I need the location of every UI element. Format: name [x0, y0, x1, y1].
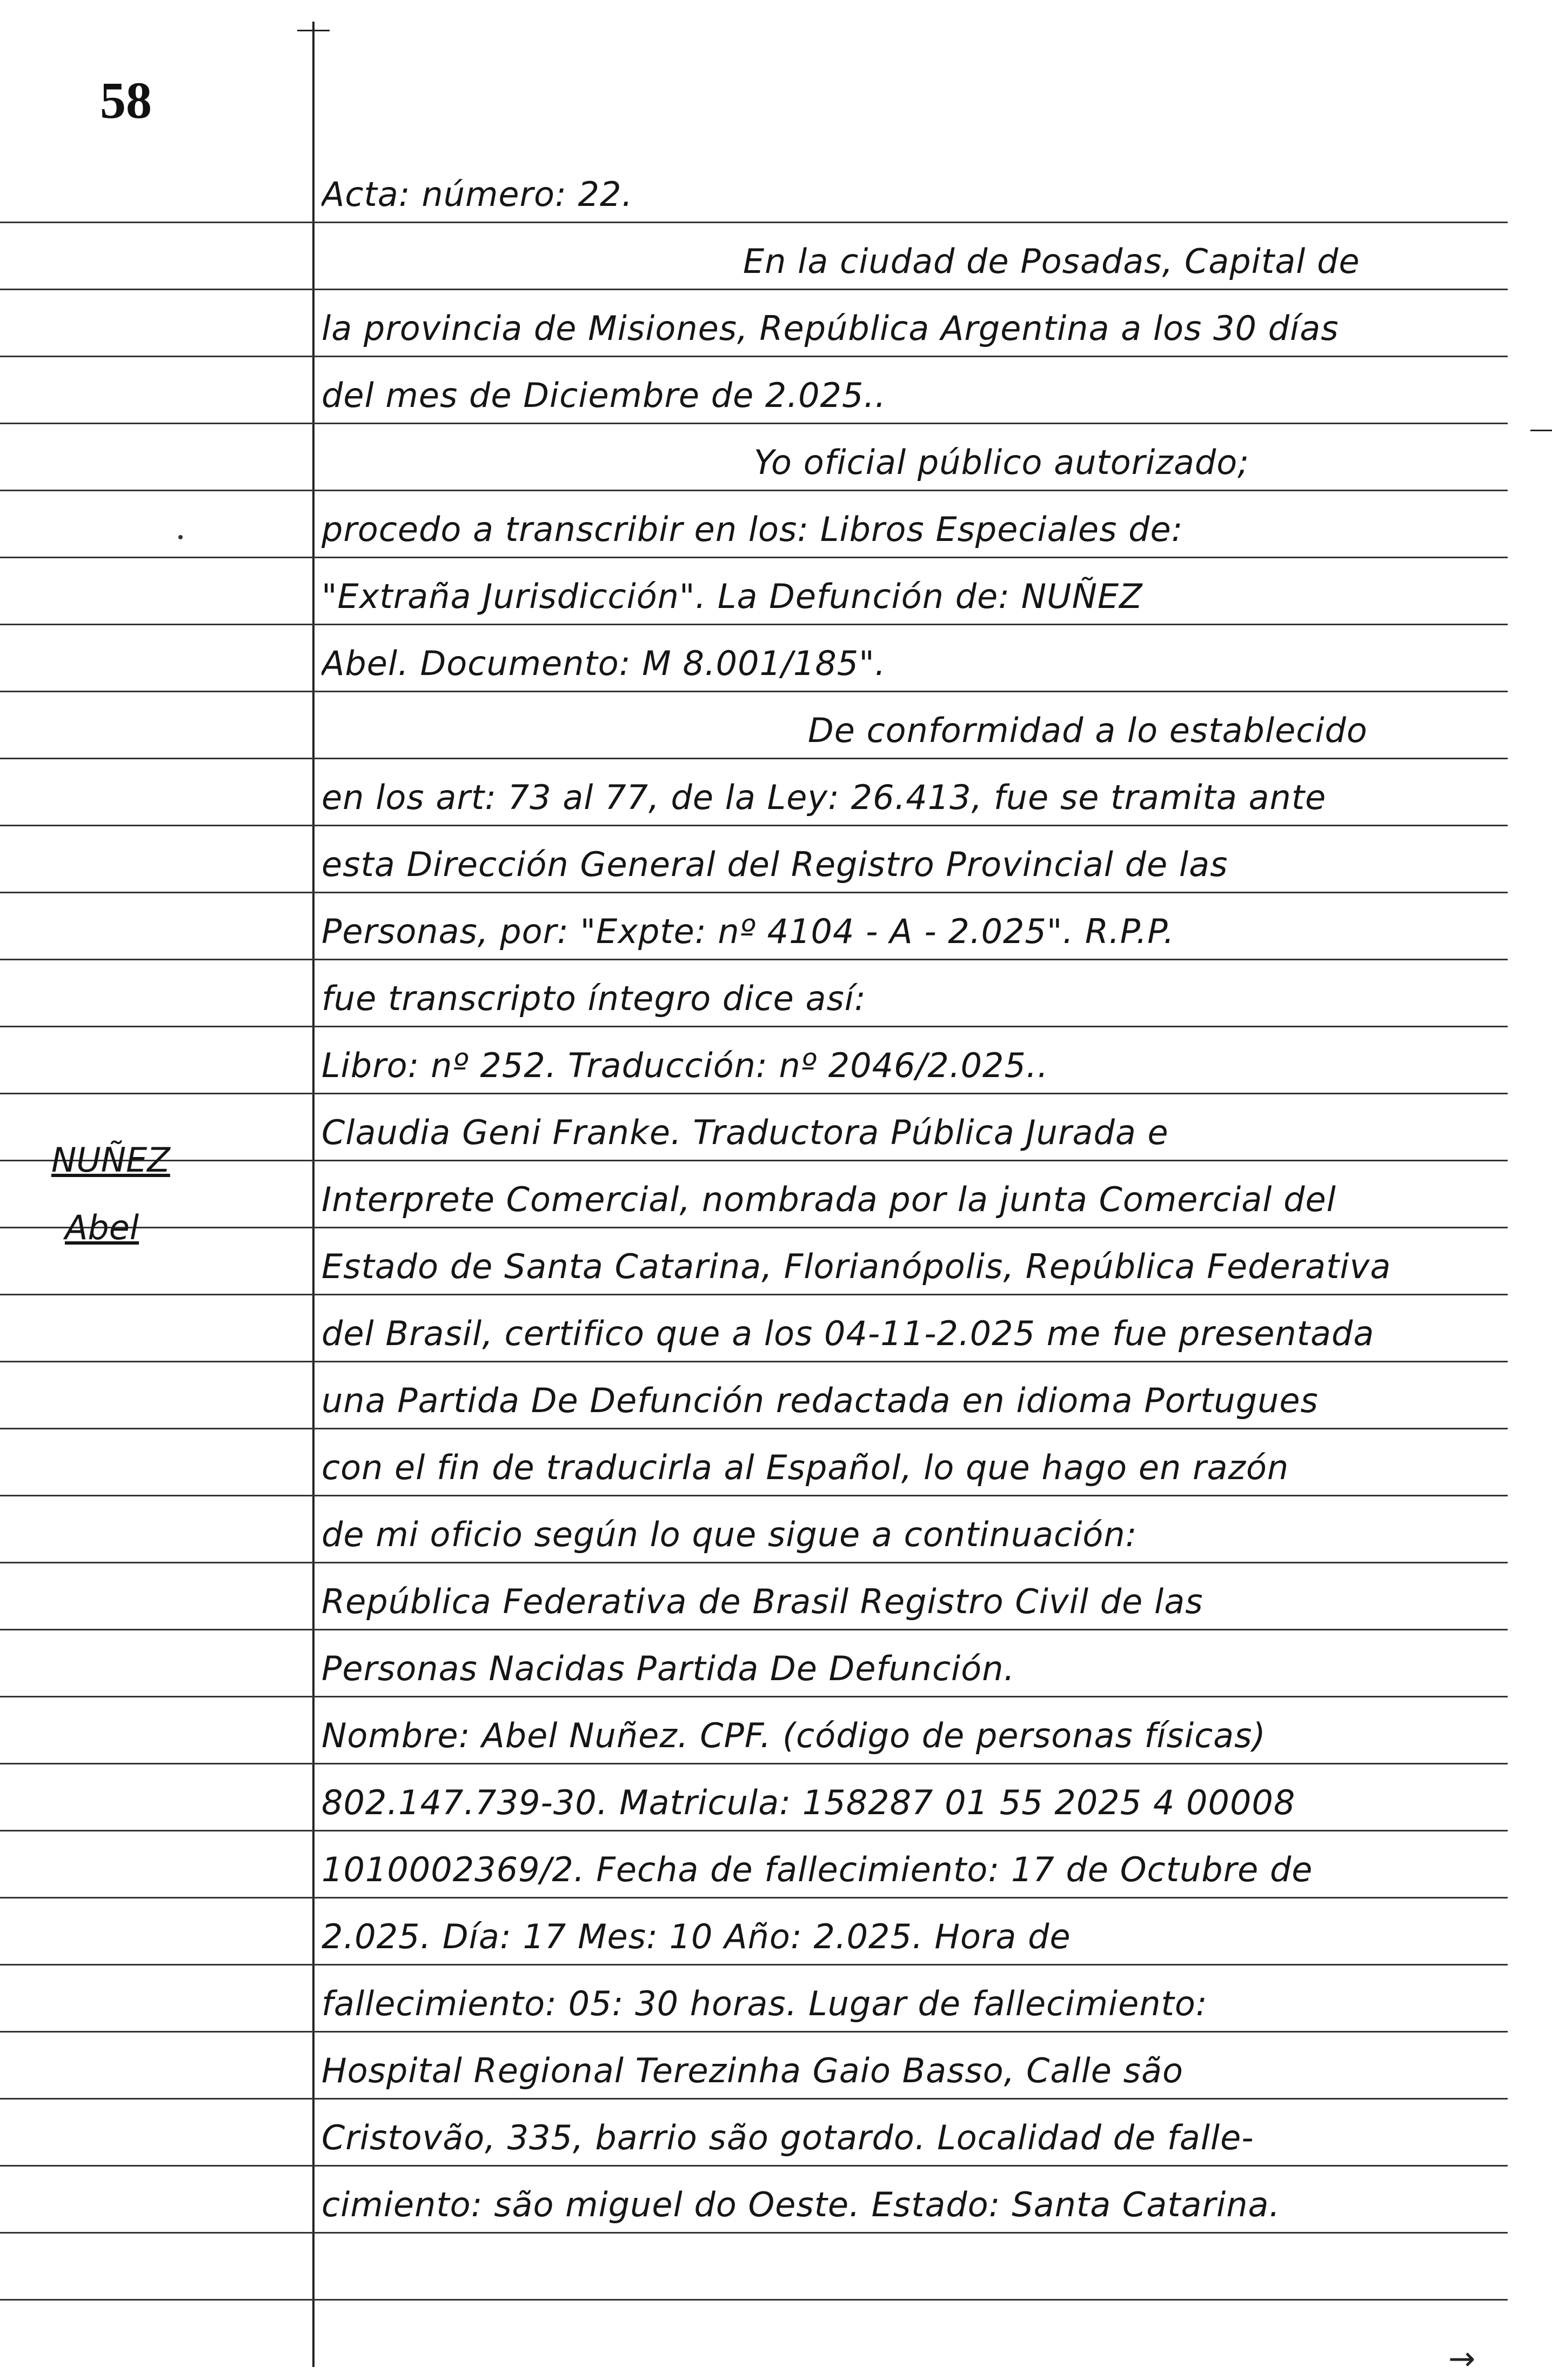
record-line: En la ciudad de Posadas, Capital de	[743, 242, 1360, 281]
page-number: 58	[100, 71, 152, 129]
ruled-line	[0, 1227, 1508, 1228]
margin-note-given-name: Abel	[65, 1208, 139, 1247]
ruled-line	[0, 892, 1508, 893]
ruled-line	[0, 1897, 1508, 1898]
record-line: 2.025. Día: 17 Mes: 10 Año: 2.025. Hora de	[322, 1917, 1071, 1956]
record-line: Acta: número: 22.	[322, 175, 633, 214]
ruled-line	[0, 1361, 1508, 1362]
record-line: fallecimiento: 05: 30 horas. Lugar de fallecimiento:	[322, 1984, 1208, 2023]
ruled-line	[0, 2299, 1508, 2301]
record-line: del mes de Diciembre de 2.025..	[322, 376, 886, 415]
ruled-line	[0, 1629, 1508, 1630]
ruled-line	[0, 1696, 1508, 1697]
record-line: República Federativa de Brasil Registro Civil de las	[322, 1582, 1203, 1621]
ruled-line	[0, 1495, 1508, 1496]
ruled-line	[0, 423, 1508, 424]
record-line: esta Dirección General del Registro Provincial de las	[322, 845, 1228, 884]
ink-dot	[178, 535, 183, 539]
record-line: del Brasil, certifico que a los 04-11-2.025 me fue presentada	[322, 1314, 1375, 1353]
record-line: 802.147.739-30. Matricula: 158287 01 55 2025 4 00008	[322, 1783, 1296, 1822]
continue-arrow-icon: →	[1448, 2340, 1476, 2378]
ruled-line	[0, 2098, 1508, 2100]
record-line: Yo oficial público autorizado;	[754, 443, 1250, 482]
record-line: De conformidad a lo establecido	[808, 711, 1368, 750]
record-line: la provincia de Misiones, República Argentina a los 30 días	[322, 309, 1339, 348]
ruled-line	[0, 1160, 1508, 1161]
ruled-line	[0, 959, 1508, 960]
ruled-line	[0, 1294, 1508, 1295]
record-line: Personas, por: "Expte: nº 4104 - A - 2.025". R.P.P.	[322, 912, 1175, 951]
ruled-line	[0, 1093, 1508, 1094]
record-line: Personas Nacidas Partida De Defunción.	[322, 1649, 1015, 1688]
ruled-line	[0, 289, 1508, 290]
ruled-line	[0, 825, 1508, 826]
ruled-line	[0, 2165, 1508, 2167]
record-line: "Extraña Jurisdicción". La Defunción de: NUÑEZ	[322, 577, 1143, 616]
record-line: cimiento: são miguel do Oeste. Estado: Santa Catarina.	[322, 2185, 1281, 2224]
record-line: Estado de Santa Catarina, Florianópolis, República Federativa	[322, 1247, 1392, 1286]
ruled-line	[0, 1964, 1508, 1965]
ruled-line	[0, 490, 1508, 491]
margin-note-surname: NUÑEZ	[51, 1140, 170, 1180]
ruled-line	[0, 557, 1508, 558]
margin-rule	[312, 22, 315, 2367]
record-line: fue transcripto íntegro dice así:	[322, 979, 866, 1018]
ruled-line	[0, 1763, 1508, 1764]
ruled-line	[0, 691, 1508, 692]
record-line: Cristovão, 335, barrio são gotardo. Localidad de falle-	[322, 2118, 1254, 2157]
record-line: Libro: nº 252. Traducción: nº 2046/2.025..	[322, 1046, 1049, 1085]
edge-tick-mark	[1530, 430, 1552, 431]
record-line: 1010002369/2. Fecha de fallecimiento: 17 de Octubre de	[322, 1850, 1313, 1889]
record-line: Abel. Documento: M 8.001/185".	[322, 644, 886, 683]
record-line: de mi oficio según lo que sigue a continuación:	[322, 1515, 1138, 1554]
ruled-line	[0, 2232, 1508, 2234]
record-line: Hospital Regional Terezinha Gaio Basso, Calle são	[322, 2051, 1183, 2090]
record-line: Claudia Geni Franke. Traductora Pública Jurada e	[322, 1113, 1169, 1152]
record-line: con el fin de traducirla al Español, lo que hago en razón	[322, 1448, 1289, 1487]
ruled-line	[0, 1026, 1508, 1027]
record-line: Interprete Comercial, nombrada por la junta Comercial del	[322, 1180, 1336, 1219]
record-line: en los art: 73 al 77, de la Ley: 26.413, fue se tramita ante	[322, 778, 1327, 817]
ruled-line	[0, 222, 1508, 223]
record-line: una Partida De Defunción redactada en idioma Portugues	[322, 1381, 1319, 1420]
ruled-line	[0, 758, 1508, 759]
ruled-line	[0, 1428, 1508, 1429]
ruled-line	[0, 1830, 1508, 1831]
ruled-line	[0, 1562, 1508, 1563]
record-line: Nombre: Abel Nuñez. CPF. (código de personas físicas)	[322, 1716, 1266, 1755]
ruled-line	[0, 356, 1508, 357]
record-line: procedo a transcribir en los: Libros Especiales de:	[322, 510, 1183, 549]
ruled-line	[0, 624, 1508, 625]
ruled-line	[0, 2031, 1508, 2033]
